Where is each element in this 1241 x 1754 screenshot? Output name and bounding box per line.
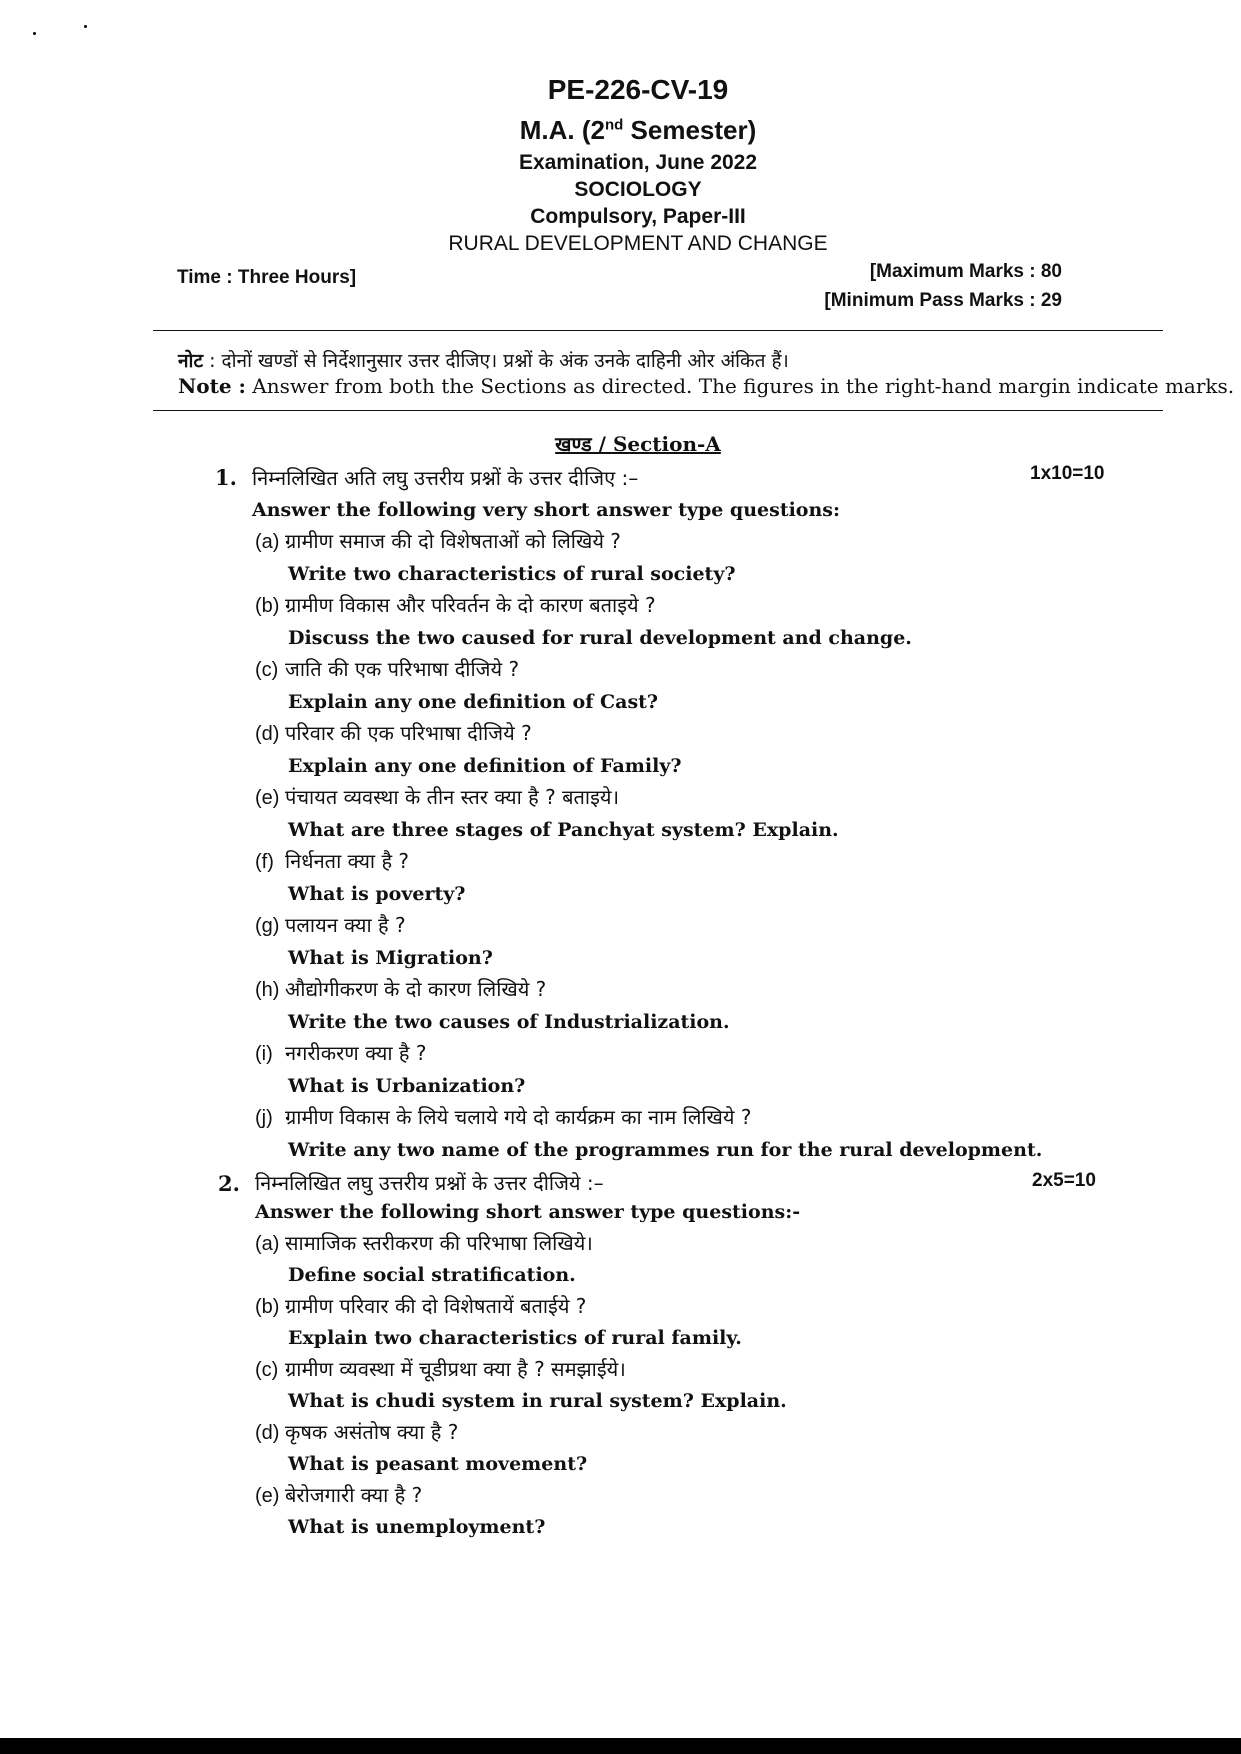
q1-item-hindi-text: औद्योगीकरण के दो कारण लिखिये ?: [285, 977, 547, 1001]
question-2-english: Answer the following short answer type questions:-: [255, 1201, 801, 1223]
paper-title: RURAL DEVELOPMENT AND CHANGE: [448, 232, 828, 255]
q2-item-english: Explain two characteristics of rural family.: [288, 1327, 742, 1349]
q1-item-hindi-text: ग्रामीण विकास और परिवर्तन के दो कारण बताइये ?: [285, 593, 656, 617]
divider-top: [153, 330, 1163, 331]
q2-item-hindi-text: सामाजिक स्तरीकरण की परिभाषा लिखिये।: [285, 1231, 593, 1255]
q1-item-english: Write the two causes of Industrialization.: [288, 1011, 730, 1033]
q1-item-label: (h): [255, 979, 280, 1001]
q1-item-hindi-text: पलायन क्या है ?: [285, 913, 406, 937]
q1-item-hindi-text: जाति की एक परिभाषा दीजिये ?: [285, 657, 520, 681]
q2-item-hindi-text: कृषक असंतोष क्या है ?: [285, 1420, 459, 1444]
scan-speck: [84, 25, 87, 28]
q1-item-hindi-text: पंचायत व्यवस्था के तीन स्तर क्या है ? बताइये।: [285, 785, 620, 809]
q1-item-hindi-text: ग्रामीण विकास के लिये चलाये गये दो कार्यक्रम का नाम लिखिये ?: [285, 1105, 752, 1129]
q2-item-hindi-text: ग्रामीण परिवार की दो विशेषतायें बताईये ?: [285, 1294, 587, 1318]
q1-item-label: (a): [255, 531, 280, 553]
q1-item-hindi: [255, 527, 621, 554]
q1-item-english: Write two characteristics of rural society?: [288, 563, 736, 585]
q1-item-label: (j): [255, 1107, 273, 1129]
q1-item-hindi: [255, 1039, 427, 1066]
q2-item-english: What is chudi system in rural system? Explain.: [288, 1390, 787, 1412]
q2-item-english: What is peasant movement?: [288, 1453, 588, 1475]
q2-item-english: What is unemployment?: [288, 1516, 546, 1538]
q1-item-english: Explain any one definition of Cast?: [288, 691, 659, 713]
q1-item-english: Write any two name of the programmes run for the rural development.: [288, 1139, 1043, 1161]
divider-bottom: [153, 410, 1163, 411]
q2-item-hindi: [255, 1292, 586, 1319]
section-a-heading: खण्ड / Section-A: [555, 432, 721, 456]
question-1-english: Answer the following very short answer type questions:: [252, 499, 841, 521]
q2-item-label: (d): [255, 1422, 280, 1444]
q1-item-hindi-text: निर्धनता क्या है ?: [285, 849, 410, 873]
q1-item-label: (b): [255, 595, 280, 617]
q1-item-hindi: [255, 911, 406, 938]
question-1-hindi: निम्नलिखित अति लघु उत्तरीय प्रश्नों के उत्तर दीजिए :–: [252, 466, 639, 490]
note-english: Note : Answer from both the Sections as directed. The figures in the right-hand margin indicate marks.: [178, 374, 1235, 398]
exam-session: Examination, June 2022: [518, 151, 758, 174]
q1-item-hindi: [255, 1103, 752, 1130]
q1-item-label: (d): [255, 723, 280, 745]
note-hindi: नोट : दोनों खण्डों से निर्देशानुसार उत्तर दीजिए। प्रश्नों के अंक उनके दाहिनी ओर अंकित हैं।: [178, 350, 789, 372]
question-2-marks: 2x5=10: [1032, 1170, 1096, 1191]
paper-name: Compulsory, Paper-III: [530, 205, 746, 228]
q1-item-hindi: [255, 975, 546, 1002]
scan-bottom-edge: [0, 1738, 1241, 1754]
q1-item-english: What is poverty?: [288, 883, 466, 905]
degree-title: M.A. (2nd Semester): [519, 115, 757, 145]
maximum-marks: [Maximum Marks : 80: [869, 261, 1062, 282]
q1-item-label: (f): [255, 851, 274, 873]
q1-item-english: What is Migration?: [288, 947, 493, 969]
question-1-marks: 1x10=10: [1030, 463, 1105, 484]
q2-item-label: (a): [255, 1233, 280, 1255]
q2-item-hindi-text: बेरोजगारी क्या है ?: [285, 1483, 423, 1507]
question-2-number: 2.: [218, 1171, 240, 1196]
q1-item-hindi-text: नगरीकरण क्या है ?: [285, 1041, 427, 1065]
q1-item-label: (g): [255, 915, 280, 937]
q1-item-english: Explain any one definition of Family?: [288, 755, 682, 777]
q2-item-hindi-text: ग्रामीण व्यवस्था में चूडीप्रथा क्या है ? समझाईये।: [285, 1357, 626, 1381]
q1-item-english: What are three stages of Panchyat system? Explain.: [288, 819, 839, 841]
minimum-pass-marks: [Minimum Pass Marks : 29: [824, 290, 1062, 311]
q2-item-hindi: [255, 1355, 626, 1382]
q1-item-english: What is Urbanization?: [288, 1075, 526, 1097]
question-1-number: 1.: [215, 465, 237, 490]
q1-item-hindi-text: ग्रामीण समाज की दो विशेषताओं को लिखिये ?: [285, 529, 621, 553]
q1-item-hindi: [255, 719, 532, 746]
q1-item-hindi: [255, 847, 409, 874]
paper-code: PE-226-CV-19: [547, 74, 729, 105]
scan-speck: [33, 32, 36, 35]
q1-item-label: (c): [255, 659, 279, 681]
q1-item-hindi: [255, 655, 519, 682]
q1-item-label: (e): [255, 787, 280, 809]
q2-item-label: (e): [255, 1485, 280, 1507]
q2-item-hindi: [255, 1481, 422, 1508]
q1-item-hindi: [255, 591, 656, 618]
q1-item-hindi: [255, 783, 619, 810]
subject-name: SOCIOLOGY: [574, 178, 702, 201]
time-allowed: Time : Three Hours]: [177, 267, 357, 288]
q1-item-label: (i): [255, 1043, 273, 1065]
q1-item-hindi-text: परिवार की एक परिभाषा दीजिये ?: [285, 721, 532, 745]
q1-item-english: Discuss the two caused for rural development and change.: [288, 627, 912, 649]
q2-item-hindi: [255, 1418, 458, 1445]
q2-item-hindi: [255, 1229, 593, 1256]
q2-item-label: (b): [255, 1296, 280, 1318]
question-2-hindi: निम्नलिखित लघु उत्तरीय प्रश्नों के उत्तर दीजिये :–: [255, 1171, 604, 1195]
q2-item-english: Define social stratification.: [288, 1264, 576, 1286]
q2-item-label: (c): [255, 1359, 279, 1381]
